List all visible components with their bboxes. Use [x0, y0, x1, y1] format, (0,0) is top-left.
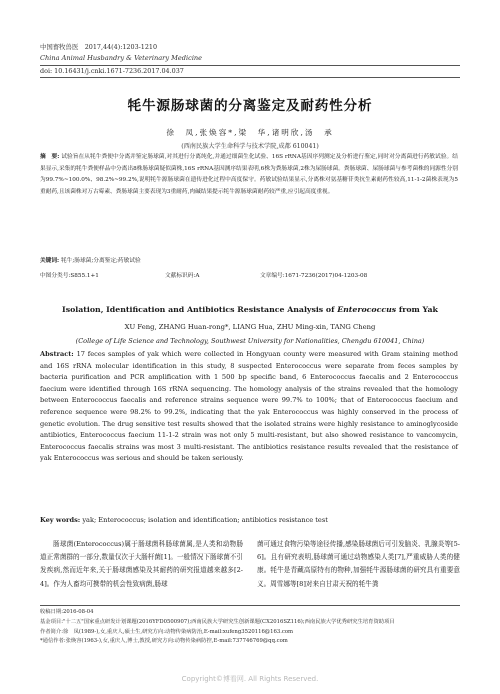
journal-citation: 中国畜牧兽医 2017,44(4):1203-1210	[40, 43, 158, 51]
title-en-part1: Isolation, Identification and Antibiotics Resistance Analysis of	[62, 305, 338, 314]
abstract-cn	[40, 152, 458, 198]
abstract-en	[40, 349, 458, 465]
page-title: 牦牛源肠球菌的分离鉴定及耐药性分析	[127, 98, 373, 114]
keywords-cn-text: 牦牛;肠球菌;分离鉴定;药敏试验	[60, 258, 141, 264]
abstract-en-text: 17 feces samples of yak which were collected in Hongyuan county were measured with Gram staining method and 16S rRNA molecular identification in this study, 8 suspected Enterococcus were separate from feces samples by bacteria purification and PCR amplification with 1 500 bp specific band, 6 Enterococcus faecalis and 2 Enterococcus faecium were identified through 16S rRNA sequencing. The homology analysis of the strains revealed that the homology between Enterococcus faecalis and reference strains sequence were 99.7% to 100%; that of Enterococcus faecium and reference sequence were 98.2% to 99.2%, indicating that the yak Enterococcus was highly conserved in the process of genetic evolution. The drug sensitive test results showed that the isolated strains were highly resistance to aminoglycoside antibiotics, Enterococcus faecium 11-1-2 strain was not only 5 multi-resistant, but also showed resistance to vancomycin, Enterococcus faecalis strains was most 3 multi-resistant. The antibiotics resistance results revealed that the resistance of yak Enterococcus was serious and should be taken seriously.	[40, 350, 458, 463]
header-rule	[40, 65, 460, 66]
keywords-cn	[40, 256, 458, 268]
clc-number: 中图分类号:S855.1+1	[40, 273, 99, 279]
header-rule-2	[40, 77, 460, 78]
journal-name-en: China Animal Husbandry & Veterinary Medicine	[40, 54, 203, 62]
abstract-cn-label: 摘 要:	[40, 154, 60, 160]
footnote-corresponding: *通信作者:张焕容(1963-),女,重庆人,博士,教授,研究方向:动物传染病防控,E-mail:737746769@qq.com	[40, 638, 288, 645]
document-code: 文献标识码:A	[165, 273, 200, 279]
affiliation: (西南民族大学生命科学与技术学院,成都 610041)	[181, 143, 319, 150]
doi: doi: 10.16431/j.cnki.1671-7236.2017.04.037	[40, 67, 184, 75]
title-en-italic: Enterococcus	[337, 305, 397, 314]
title-en-part2: from Yak	[396, 305, 438, 314]
footnote-author: 作者简介:徐 凤(1989-),女,重庆人,硕士生,研究方向:动物传染病防治,E-mail:xufeng3520116@163.com	[40, 628, 294, 635]
title-en	[0, 305, 500, 314]
copyright-watermark: Copyright©博看网. All Rights Reserved.	[181, 675, 319, 683]
authors: 徐 凤,张焕容*,梁 华,诸明欣,汤 承	[166, 128, 334, 137]
body-column-left: 肠球菌(Enterococcus)属于肠球菌科肠球菌属,是人类和动物肠道正常菌群的一部分,数量仅次于大肠杆菌[1]。一般情况下肠球菌不引发疾病,然而近年来,关于肠球菌感染及其耐药的研究报道越来越多[2-4]。作为人畜均可携带的机会性致病菌,肠球	[40, 540, 243, 588]
body-column-right: 菌可通过食物污染等途径传播,感染肠球菌后可引发脑炎、乳腺炎等[5-6]。且有研究表明,肠球菌可通过动物感染人类[7],严重威胁人类的健康。牦牛是青藏高原特有的物种,加强牦牛源肠球菌的研究具有重要意义。周雪娜等[8]对来自甘肃天祝的牦牛粪	[257, 540, 460, 588]
footnote-fund: 基金项目:"十二五"国家重点研发计划课题(2016YFD0500907);西南民族大学研究生创新课题(CX2016SZ116);西南民族大学优秀研究生培育资助项目	[40, 618, 395, 625]
keywords-cn-label: 关键词:	[40, 258, 60, 264]
abstract-cn-text: 试验旨在从牦牛粪便中分离并鉴定肠球菌,对其进行分离纯化,并通过细菌生化试验、16S rRNA基因序列测定及分析进行鉴定,同时对分离菌进行药敏试验。结果显示,采集的牦牛粪便样品中分离出8株肠球菌疑似菌株,16S rRNA基因测序结果表明,6株为粪肠球菌,2株为屎肠球菌。粪肠球菌、屎肠球菌与参考菌株的同源性分别为99.7%~100.0%、98.2%~99.2%,说明牦牛源肠球菌在遗传进化过程中高度保守。药敏试验结果显示,分离株对氨基糖苷类抗生素耐药性较高,11-1-2菌株表现为5重耐药,且该菌株对万古霉素、粪肠球菌主要表现为3重耐药,肉碱结果提示牦牛源肠球菌耐药较严重,应引起高度重视。	[40, 154, 458, 195]
article-number: 文章编号:1671-7236(2017)04-1203-08	[260, 273, 368, 279]
authors-en: XU Feng, ZHANG Huan-rong*, LIANG Hua, ZHU Ming-xin, TANG Cheng	[124, 323, 376, 331]
keywords-en-label: Key words:	[40, 516, 81, 524]
abstract-en-label: Abstract:	[40, 350, 74, 358]
keywords-en	[40, 515, 458, 527]
affiliation-en: (College of Life Science and Technology, Southwest University for Nationalities, Chengdu 610041, China)	[75, 337, 425, 345]
footnotes	[40, 608, 460, 647]
keywords-en-text: yak; Enterococcus; isolation and identification; antibiotics resistance test	[82, 516, 328, 524]
footnote-received: 收稿日期:2016-08-04	[40, 609, 94, 615]
footnote-rule	[40, 605, 460, 606]
